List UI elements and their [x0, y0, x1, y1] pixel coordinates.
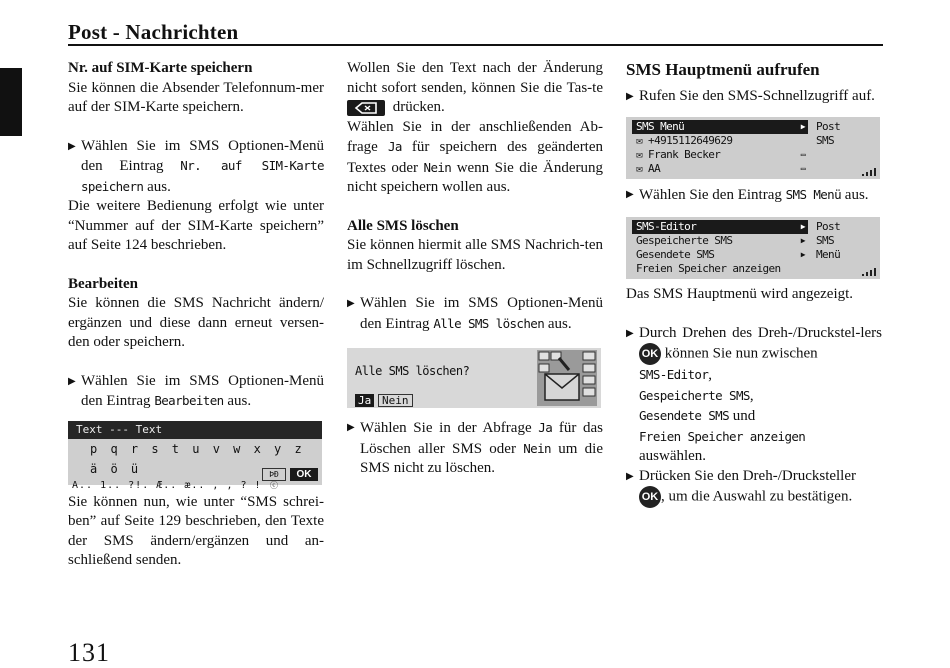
menu-term: SMS-Editor — [639, 367, 709, 382]
bullet-text: Drücken Sie den Dreh-/Drucksteller — [639, 467, 857, 484]
bullet-text: Wählen Sie den Eintrag — [639, 186, 782, 203]
bullet-text: und — [732, 408, 756, 424]
bullet-arrow-icon: ▶ — [68, 375, 76, 387]
bullet-text: Rufen Sie den SMS-Schnellzugriff auf. — [639, 88, 875, 104]
bullet-text: aus. — [844, 186, 869, 203]
side-menu-item: Post — [816, 220, 841, 233]
sms-main-menu-screenshot — [626, 217, 880, 279]
side-menu-item: SMS — [816, 133, 835, 147]
side-menu-item: Menü — [816, 248, 841, 261]
submenu-arrow-icon: ▶ — [800, 236, 805, 245]
menu-term: SMS Menü — [785, 186, 842, 202]
bullet-arrow-icon: ▶ — [347, 298, 355, 309]
confirm-no-option: Nein — [378, 394, 413, 407]
menu-row-label: ✉ AA — [636, 161, 661, 175]
keyboard-text-line: Text --- Text — [68, 421, 322, 439]
delete-confirm-screenshot — [347, 348, 601, 408]
menu-row — [632, 234, 808, 248]
bullet-arrow-icon: ▶ — [626, 188, 634, 200]
bullet-item — [68, 137, 324, 198]
menu-row — [632, 162, 808, 176]
bullet-item — [626, 467, 882, 509]
section-heading-delete: Alle SMS löschen — [347, 217, 459, 234]
paragraph: Sie können die Absender Telefonnum-mer auf der SIM-Karte speichern. — [68, 79, 324, 115]
bullet-text: können Sie nun zwischen — [664, 345, 818, 362]
menu-row-label: SMS-Editor — [636, 220, 697, 233]
signal-strength-icon — [862, 168, 876, 176]
read-status-icon: ▭ — [800, 149, 805, 159]
submenu-arrow-icon: ▶ — [800, 222, 805, 231]
ok-knob-icon: OK — [639, 486, 661, 508]
menu-row-selected — [632, 220, 808, 234]
side-menu-item: Post — [816, 119, 841, 133]
bullet-text: auswählen. — [639, 448, 707, 464]
paragraph-save-query — [347, 118, 603, 198]
paragraph: Die weitere Bedienung erfolgt wie unter “Nummer auf der SIM-Karte speichern” auf Seite 124 beschrieben. — [68, 198, 324, 253]
bullet-text: , — [708, 367, 713, 383]
keyboard-letter-row: p q r s t u v w x y z ä ö ü — [90, 441, 305, 476]
bullet-arrow-icon: ▶ — [68, 140, 76, 152]
column-1 — [68, 59, 324, 571]
menu-term: Bearbeiten — [154, 393, 224, 408]
paragraph-text: für speichern des geänderten Textes oder — [347, 139, 604, 176]
read-status-icon: ▭ — [800, 163, 805, 173]
paragraph-text: drücken. — [392, 99, 445, 115]
paragraph: Sie können hiermit alle SMS Nachrich-ten im Schnellzugriff löschen. — [347, 237, 603, 273]
menu-term: Alle SMS löschen — [433, 315, 545, 331]
page-number: 131 — [68, 638, 110, 667]
bullet-arrow-icon: ▶ — [626, 470, 634, 482]
sms-quick-access-screenshot — [626, 117, 880, 179]
page-title: Post - Nachrichten — [68, 20, 239, 44]
keyboard-mode-icon: ÞÐ ⓒ — [262, 468, 286, 481]
bullet-item — [626, 324, 882, 467]
paragraph-text: wenn Sie die Änderung nicht speichern wollen aus. — [347, 159, 604, 195]
bullet-text: aus. — [147, 178, 171, 195]
menu-row-selected — [632, 120, 808, 134]
signal-strength-icon — [862, 268, 876, 276]
menu-row: ✉ +4915112649629 — [636, 133, 733, 147]
bullet-text: Wählen Sie im SMS Optionen-Menü den Eintrag — [81, 372, 324, 409]
bullet-text: für das Löschen aller SMS oder — [360, 420, 603, 457]
column-3 — [626, 59, 882, 508]
keyboard-screenshot — [68, 421, 322, 491]
paragraph-text: Wollen Sie den Text nach der Änderung nicht sofort senden, können Sie die Tas-te — [347, 60, 603, 96]
menu-row-label: Gespeicherte SMS — [636, 234, 733, 247]
keyboard-symbol-row: A.. 1.. ?!. Æ.. æ.. , , ? ! — [72, 479, 262, 491]
bullet-item — [347, 294, 603, 334]
bullet-text: , um die Auswahl zu bestätigen. — [661, 488, 853, 505]
paragraph: Das SMS Hauptmenü wird angezeigt. — [626, 286, 854, 302]
menu-term: Gesendete SMS — [639, 408, 730, 423]
submenu-arrow-icon: ▶ — [800, 121, 805, 131]
bullet-text: aus. — [547, 315, 572, 332]
bullet-arrow-icon: ▶ — [626, 91, 634, 102]
menu-row — [632, 248, 808, 262]
confirm-yes-option: Ja — [355, 394, 374, 407]
section-heading-sim: Nr. auf SIM-Karte speichern — [68, 60, 253, 76]
menu-row: Freien Speicher anzeigen — [636, 262, 781, 275]
menu-term: Nr. auf SIM-Karte speichern — [81, 158, 324, 194]
bullet-text: um die SMS nicht zu löschen. — [360, 440, 604, 476]
bullet-item — [68, 372, 324, 412]
menu-term-ja: Ja — [387, 139, 402, 154]
ok-knob-icon: OK — [639, 343, 661, 365]
bullet-text: aus. — [227, 393, 252, 409]
bullet-arrow-icon: ▶ — [626, 327, 634, 339]
back-key-icon — [347, 100, 385, 116]
bullet-item — [626, 87, 882, 107]
menu-term: Gespeicherte SMS — [639, 387, 750, 403]
menu-row-label: SMS Menü — [636, 119, 685, 133]
menu-term-ja: Ja — [538, 420, 553, 435]
envelope-grid-icon — [537, 350, 597, 406]
bullet-text: Wählen Sie im SMS Optionen-Menü den Eintrag — [360, 295, 603, 332]
bullet-arrow-icon: ▶ — [347, 422, 355, 433]
paragraph: Sie können die SMS Nachricht ändern/ ergänzen und diese dann erneut versen-den oder speichern. — [68, 295, 324, 350]
side-menu-item: SMS — [816, 234, 835, 247]
menu-term: Freien Speicher anzeigen — [639, 428, 806, 444]
paragraph: Sie können nun, wie unter “SMS schrei-ben” auf Seite 129 beschrieben, den Texte der SMS ändern/ergänzen und an-schließend senden. — [68, 493, 324, 568]
section-heading-edit: Bearbeiten — [68, 275, 138, 292]
paragraph-change-text — [347, 59, 603, 118]
bullet-text: , — [749, 387, 754, 404]
menu-term-nein: Nein — [423, 159, 452, 175]
submenu-arrow-icon: ▶ — [800, 250, 805, 259]
bullet-text: Durch Drehen des Dreh-/Druckstel-lers — [639, 324, 882, 341]
column-2 — [347, 59, 603, 479]
title-rule — [68, 44, 883, 46]
confirm-question: Alle SMS löschen? — [355, 364, 470, 378]
side-tab-marker — [0, 68, 22, 136]
menu-term-nein: Nein — [523, 440, 551, 456]
bullet-text: Wählen Sie in der Abfrage — [360, 420, 532, 436]
bullet-text: Wählen Sie im SMS Optionen-Menü den Eintrag — [81, 137, 324, 174]
section-heading-main-menu: SMS Hauptmenü aufrufen — [626, 60, 820, 79]
menu-row — [632, 148, 808, 162]
paragraph-text: Wählen Sie in der anschließenden Ab-frage — [347, 118, 603, 155]
menu-row-label: Gesendete SMS — [636, 248, 715, 261]
menu-row-label: ✉ Frank Becker — [636, 147, 721, 161]
bullet-item — [626, 185, 882, 206]
keyboard-ok-key: OK — [290, 468, 318, 481]
bullet-item — [347, 418, 603, 479]
